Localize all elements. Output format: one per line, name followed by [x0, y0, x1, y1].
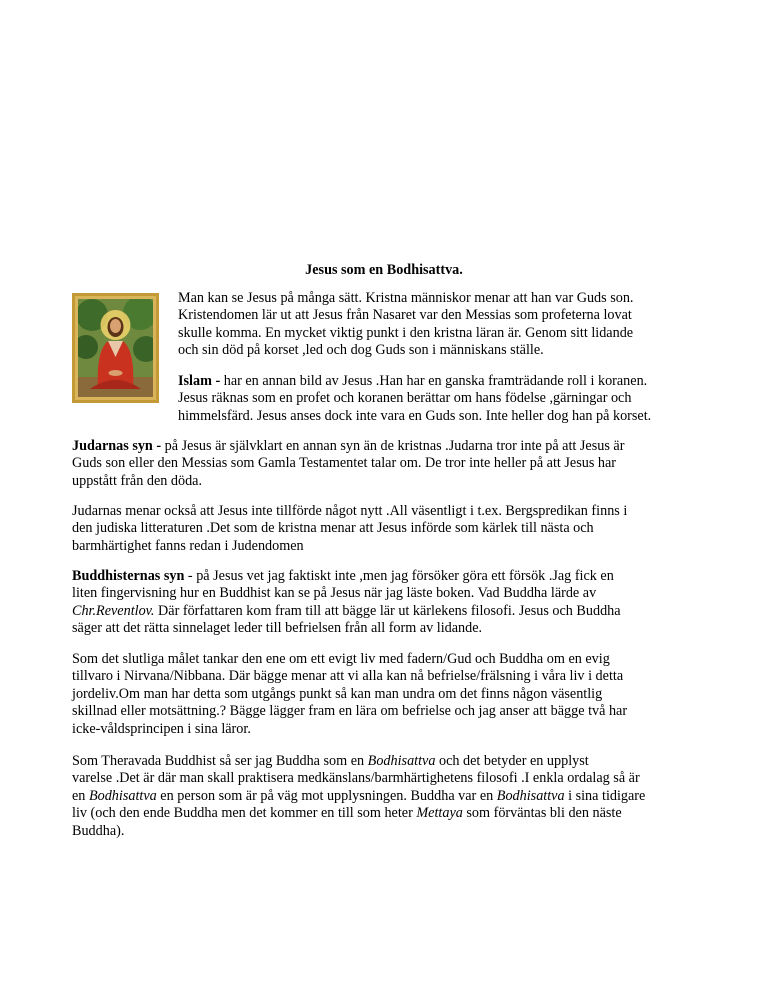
islam-line: Jesus räknas som en profet och koranen berättar om hans födelse ,gärningar och	[178, 390, 632, 407]
goal-line: jordeliv.Om man har detta som utgångs punkt så kan man undra om det finns någon väsentlig	[72, 685, 603, 702]
judarnas-text: på Jesus är självklart en annan syn än de kristnas .Judarna tror inte på att Jesus är	[164, 438, 625, 454]
theravada-text: och det betyder en upplyst	[435, 753, 589, 769]
book-author: Chr.Reventlov.	[72, 602, 155, 619]
term-bodhisattva: Bodhisattva	[496, 787, 565, 804]
page-title: Jesus som en Bodhisattva.	[305, 262, 463, 278]
term-bodhisattva: Bodhisattva	[367, 753, 436, 769]
intro-line: Man kan se Jesus på många sätt. Kristna människor menar att han var Guds son.	[178, 290, 634, 306]
theravada-paragraph	[72, 753, 645, 840]
intro-paragraph	[178, 290, 633, 360]
judarnas2-line: barmhärtighet fanns redan i Judendomen	[72, 537, 304, 554]
islam-paragraph	[178, 373, 651, 425]
judarnas-line: uppstått från den döda.	[72, 472, 203, 489]
goal-paragraph	[72, 651, 627, 738]
theravada-text: liv (och den ende Buddha men det kommer en till som heter	[72, 805, 417, 822]
goal-line: icke-våldsprincipen i sina läror.	[72, 720, 251, 737]
islam-line: himmelsfärd. Jesus anses dock inte vara en Guds son. Inte heller dog han på korset.	[178, 407, 652, 424]
judarnas-heading: Judarnas syn -	[72, 438, 165, 454]
goal-line: tillvaro i Nirvana/Nibbana. Där bägge menar att vi alla kan nå befrielse/frälsning i våra liv i detta	[72, 668, 624, 685]
intro-line: skulle komma. En mycket viktig punkt i den kristna läran är. Genom sitt lidande	[178, 324, 634, 341]
islam-heading: Islam -	[178, 373, 224, 389]
theravada-text: som förväntas bli den näste	[462, 805, 622, 822]
buddhisternas-line: liten fingervisning hur en Buddhist kan se på Jesus när jag läste boken. Vad Buddha lärde av	[72, 585, 597, 602]
theravada-line: varelse .Det är där man skall praktisera medkänslans/barmhärtighetens filosofi .I enkla ordalag så är	[72, 770, 640, 787]
jesus-meditating-icon	[78, 299, 153, 397]
theravada-text: Som Theravada Buddhist så ser jag Buddha som en	[72, 753, 368, 769]
jesus-portrait-image	[72, 293, 159, 403]
buddhisternas-text: Där författaren kom fram till att bägge lär ut kärlekens filosofi. Jesus och Buddha	[154, 602, 621, 619]
goal-line: skillnad eller motsättning.? Bägge lägger fram en lära om befrielse och jag anser att bägge två har	[72, 703, 628, 720]
theravada-line: Buddha).	[72, 822, 125, 839]
judarnas-line: Guds son eller den Messias som Gamla Testamentet talar om. De tror inte heller på att Jesus har	[72, 455, 617, 472]
intro-line: och sin död på korset ,led och dog Guds son i människans ställe.	[178, 342, 544, 359]
buddhisternas-line: säger att det rätta sinnelaget leder till befrielsen från all form av lidande.	[72, 620, 483, 637]
theravada-text: en person som är på väg mot upplysningen. Buddha var en	[156, 787, 497, 804]
buddhisternas-heading: Buddhisternas syn	[72, 568, 185, 584]
judarnas-paragraph	[72, 438, 624, 490]
goal-line: Som det slutliga målet tankar den ene om ett evigt liv med fadern/Gud och Buddha om en evig	[72, 651, 610, 667]
term-mettaya: Mettaya	[416, 805, 463, 822]
theravada-text: i sina tidigare	[564, 787, 646, 804]
islam-text: har en annan bild av Jesus .Han har en ganska framträdande roll i koranen.	[223, 373, 648, 389]
buddhisternas-text: - på Jesus vet jag faktiskt inte ,men jag försöker göra ett försök .Jag fick en	[184, 568, 614, 584]
judarnas2-line: Judarnas menar också att Jesus inte tillförde något nytt .All väsentligt i t.ex. Bergspredikan finns i	[72, 503, 628, 519]
intro-line: Kristendomen lär ut att Jesus från Nasaret var den Messias som profeterna lovat	[178, 307, 632, 324]
buddhisternas-paragraph	[72, 568, 621, 638]
term-bodhisattva: Bodhisattva	[88, 787, 157, 804]
theravada-text: en	[72, 787, 89, 804]
judarnas-second-paragraph	[72, 503, 627, 555]
judarnas2-line: den judiska litteraturen .Det som de kristna menar att Jesus införde som kärlek till nästa och	[72, 520, 594, 537]
